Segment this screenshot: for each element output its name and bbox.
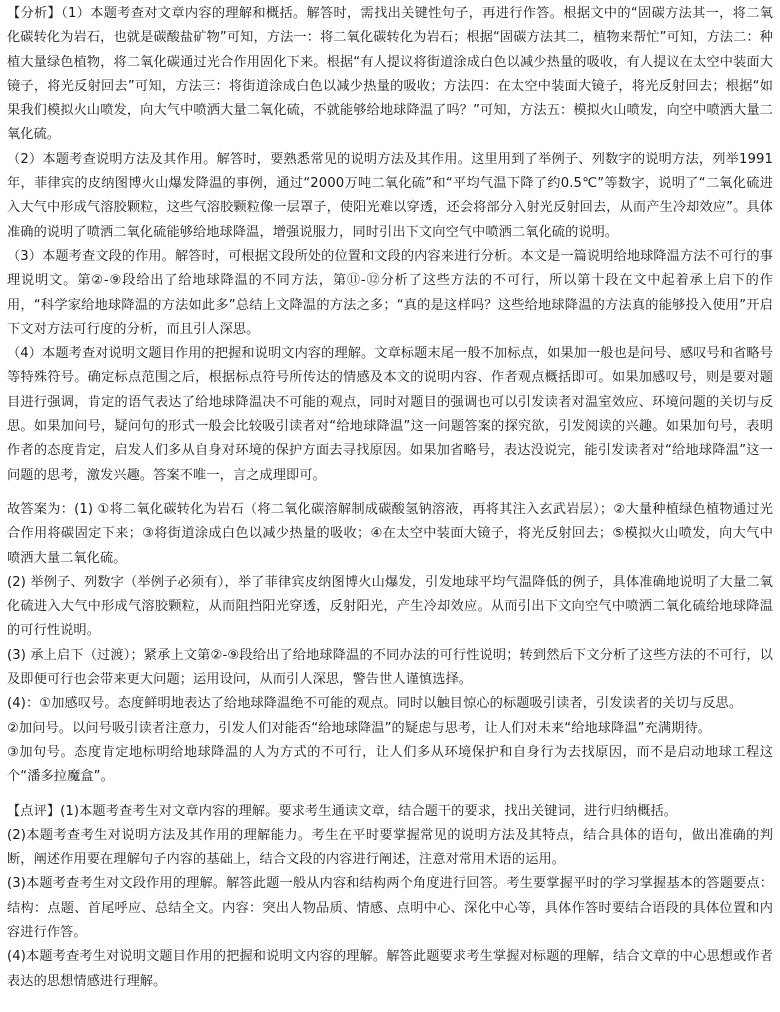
answer-part-4-exclamation: (4)：①加感叹号。态度鲜明地表达了给地球降温绝不可能的观点。同时以触目惊心的标题吸引读者，引发读者的关切与反思。 bbox=[7, 696, 743, 712]
answer-section bbox=[7, 498, 773, 790]
answer-part-1: 故答案为：(1) ①将二氧化碳转化为岩石（将二氧化碳溶解制成碳酸氢钠溶液，再将其注入玄武岩层）；②大量种植绿色植物通过光合作用将碳固定下来；③将街道涂成白色以减少热量的吸收；④在太空中装面大镜子，将光反射回去；⑤模拟火山喷发，向大气中喷洒大量二氧化硫。 bbox=[7, 501, 773, 566]
section-spacer bbox=[7, 790, 773, 800]
analysis-part-1: 【分析】（1）本题考查对文章内容的理解和概括。解答时，需找出关键性句子，再进行作答。根据文中的“固碳方法其一，将二氧化碳转化为岩石，也就是碳酸盐矿物”可知，方法一：将二氧化碳转化为岩石；根据“固碳方法其二，植物来帮忙”可知，方法二：种植大量绿色植物，将二氧化碳通过光合作用固化下来。根据“有人提议将街道涂成白色以减少热量的吸收，有人提议在太空中装面大镜子，将光反射回去”可知，方法三：将街道涂成白色以减少热量的吸收；方法四：在太空中装面大镜子，将光反射回去；根据“如果我们模拟火山喷发，向大气中喷洒大量二氧化硫，不就能够给地球降温了吗？”可知，方法五：模拟火山喷发，向空中喷洒大量二氧化硫。 bbox=[7, 6, 773, 143]
analysis-part-4: （4）本题考查对说明文题目作用的把握和说明文内容的理解。文章标题末尾一般不加标点，如果加一般也是问号、感叹号和省略号等特殊符号。确定标点范围之后，根据标点符号所传达的情感及本文的说明内容、作者观点概括即可。如果加感叹号，则是要对题目进行强调，肯定的语气表达了给地球降温决不可能的观点，同时对题目的强调也可以引发读者对温室效应、环境问题的关切与反思。如果加问号，疑问句的形式一般会比较吸引读者对“给地球降温”这一问题答案的探究欲，引发阅读的兴趣。如果加句号，表明作者的态度肯定，启发人们多从自身对环境的保护方面去寻找原因。如果加省略号，表达没说完，能引发读者对“给地球降温”这一问题的思考，激发兴趣。答案不唯一，言之成理即可。 bbox=[7, 346, 773, 483]
answer-part-2: (2) 举例子、列数字（举例子必须有），举了菲律宾皮纳图博火山爆发，引发地球平均气温降低的例子，具体准确地说明了大量二氧化硫进入大气中形成气溶胶颗粒，从而阻挡阳光穿透，反射阳光，产生冷却效应。从而引出下文向空气中喷洒二氧化硫给地球降温的可行性说明。 bbox=[7, 574, 773, 639]
analysis-section bbox=[7, 2, 773, 488]
comment-section bbox=[7, 800, 773, 994]
comment-part-2: (2)本题考查考生对说明方法及其作用的理解能力。考生在平时要掌握常见的说明方法及其特点，结合具体的语句，做出准确的判断，阐述作用要在理解句子内容的基础上，结合文段的内容进行阐述，注意对常用术语的运用。 bbox=[7, 827, 773, 868]
comment-part-1: 【点评】(1)本题考查考生对文章内容的理解。要求考生通读文章，结合题干的要求，找出关键词，进行归纳概括。 bbox=[7, 803, 678, 819]
answer-part-4-question: ②加问号。以问号吸引读者注意力，引发人们对能否“给地球降温”的疑虑与思考，让人们对未来“给地球降温”充满期待。 bbox=[7, 720, 712, 736]
comment-part-4: (4)本题考查考生对说明文题目作用的把握和说明文内容的理解。解答此题要求考生掌握对标题的理解，结合文章的中心思想或作者表达的思想情感进行理解。 bbox=[7, 949, 773, 989]
answer-part-4-period: ③加句号。态度肯定地标明给地球降温的人为方式的不可行，让人们多从环境保护和自身行为去找原因，而不是启动地球工程这个“潘多拉魔盒”。 bbox=[7, 744, 773, 785]
comment-part-3: (3)本题考查考生对文段作用的理解。解答此题一般从内容和结构两个角度进行回答。考生要掌握平时的学习掌握基本的答题要点：结构：点题、首尾呼应、总结全文。内容：突出人物品质、情感、点明中心、深化中心等，具体作答时要结合语段的具体位置和内容进行作答。 bbox=[7, 876, 773, 940]
analysis-part-3: （3）本题考查文段的作用。解答时，可根据文段所处的位置和文段的内容来进行分析。本文是一篇说明给地球降温方法不可行的事理说明文。第②-⑨段给出了给地球降温的不同方法，第⑪-⑫分析了这些方法的不可行，所以第十段在文中起着承上启下的作用，“科学家给地球降温的方法如此多”总结上文降温的方法之多；“真的是这样吗？这些给地球降温的方法真的能够投入使用”开启下文对方法可行度的分析，而且引人深思。 bbox=[7, 248, 773, 337]
section-spacer bbox=[7, 488, 773, 498]
analysis-part-2: （2）本题考查说明方法及其作用。解答时，要熟悉常见的说明方法及其作用。这里用到了举例子、列数字的说明方法，列举1991年，菲律宾的皮纳图博火山爆发降温的事例，通过“2000万吨二氧化硫”和“平均气温下降了约0.5℃”等数字，说明了“二氧化硫进入大气中形成气溶胶颗粒，这些气溶胶颗粒像一层罩子，使阳光难以穿透，还会将部分入射光反射回去，从而产生冷却效应”。具体准确的说明了喷洒二氧化硫能够给地球降温，增强说服力，同时引出下文向空气中喷洒二氧化硫的说明。 bbox=[7, 151, 773, 240]
answer-part-3: (3) 承上启下（过渡）；紧承上文第②-⑨段给出了给地球降温的不同办法的可行性说明；转到然后下文分析了这些方法的不可行，以及即便可行也会带来更大问题；运用设问，从而引人深思，警告世人谨慎选择。 bbox=[7, 647, 773, 688]
